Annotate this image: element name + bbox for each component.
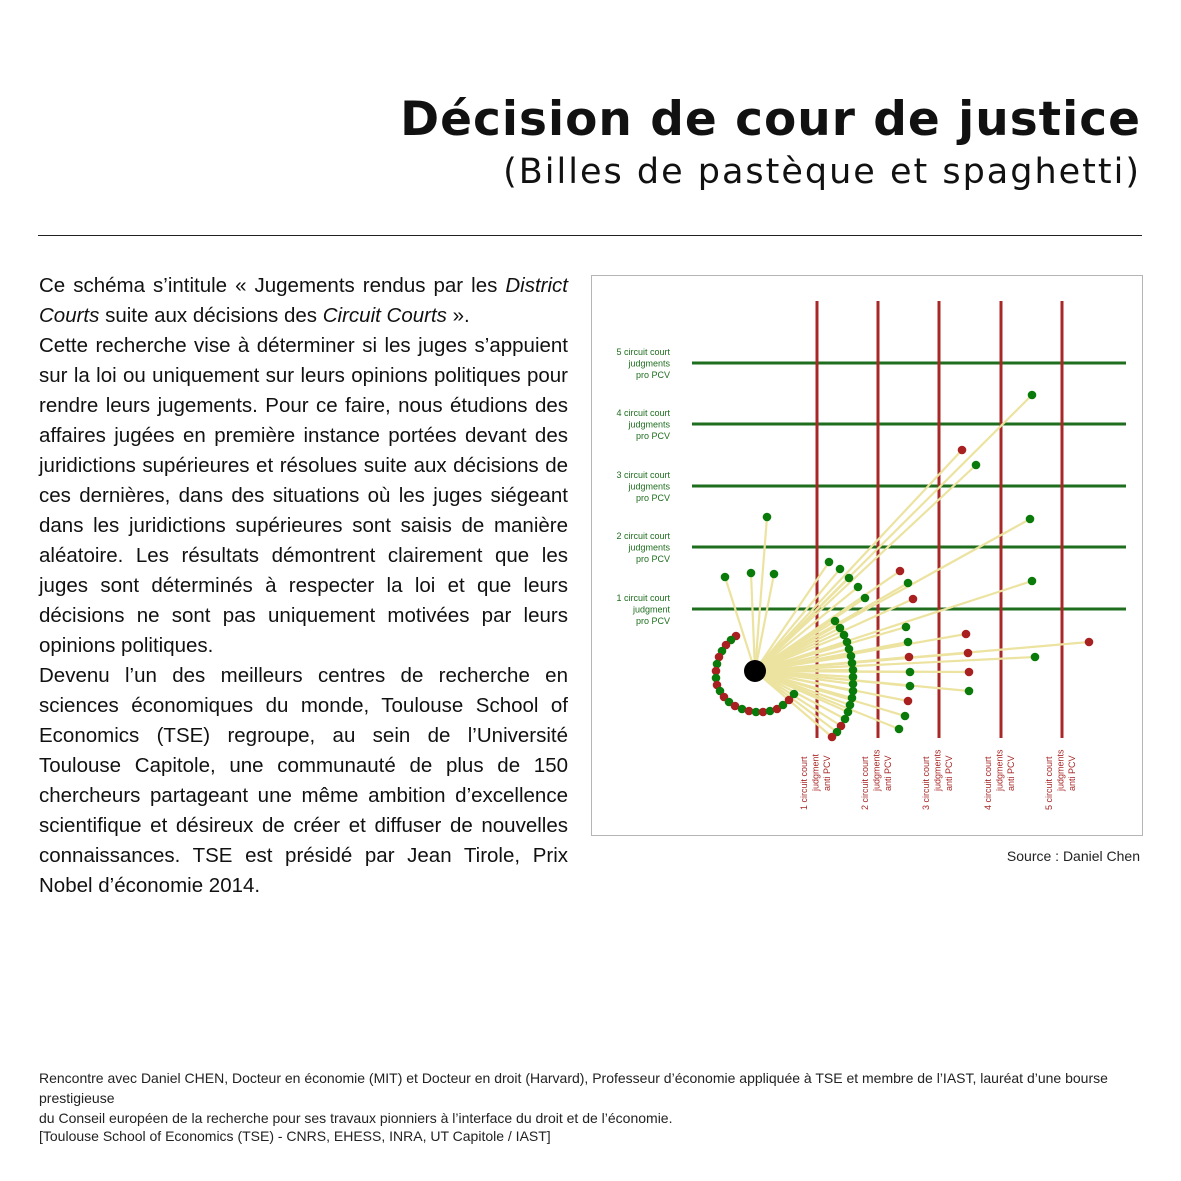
row-label-line: pro PCV [635,616,670,626]
spaghetti-strand [725,577,755,671]
judgments-diagram [592,276,1142,835]
footer-line-2: du Conseil européen de la recherche pour ses travaux pionniers à l’interface du droit et de l’économie. [39,1110,673,1126]
column-label [1044,749,1077,810]
pro-pcv-seed [836,565,845,574]
column-label-line: 2 circuit court [860,756,870,810]
anti-pcv-seed [962,630,971,639]
pro-pcv-seed [854,583,863,592]
pro-pcv-seed [1028,577,1037,586]
column-label-line: judgments [1055,749,1066,791]
pro-pcv-seed [965,687,974,696]
row-label [616,470,670,503]
intro-district-courts: District Courts [39,274,568,327]
column-label-line: 5 circuit court [1044,756,1054,810]
row-label [616,531,670,564]
column-label [799,753,832,810]
pro-pcv-seed [904,579,913,588]
column-label-text [921,749,954,810]
anti-pcv-seed [958,446,967,455]
pro-pcv-seed [1026,515,1035,524]
footer-credit [39,1068,1143,1128]
pro-pcv-seed [825,558,834,567]
center-seed [744,660,766,682]
row-label-line: judgments [628,542,670,553]
column-label [921,749,954,810]
anti-pcv-seed [828,733,837,742]
column-label [983,749,1016,810]
judgments-figure [591,275,1143,836]
spaghetti-strand [751,573,755,671]
column-label [860,749,893,810]
column-label-line: 4 circuit court [983,756,993,810]
row-label-line: judgments [628,419,670,430]
column-label-line: anti PCV [944,755,954,791]
column-label-line: judgments [871,749,882,791]
pro-pcv-seed [906,668,915,677]
pro-pcv-seed [906,682,915,691]
column-label-line: anti PCV [1067,755,1077,791]
pro-pcv-seed [831,617,840,626]
intro-text-2: suite aux décisions des [99,304,323,327]
row-label-line: judgments [628,358,670,369]
pro-pcv-seed [845,574,854,583]
pro-pcv-seed [904,638,913,647]
column-label-line: anti PCV [822,755,832,791]
figure-source: Source : Daniel Chen [1006,848,1140,864]
pro-pcv-seed [972,461,981,470]
row-label-line: 4 circuit court [616,408,670,418]
anti-pcv-seed [904,697,913,706]
spaghetti-strand [755,517,767,671]
tse-paragraph: Devenu l’un des meilleurs centres de recherche en sciences économiques du monde, Toulouse School of Economics (TSE) regroupe, au sein de l’Université Toulouse Capitole, une communauté de plus de 150 chercheurs partageant une même ambition d’excellence scientifique et désireux de créer et diffuser de nouvelles connaissances. TSE est présidé par Jean Tirole, Prix Nobel d’économie 2014. [39,664,568,897]
row-label-line: 1 circuit court [616,593,670,603]
pro-pcv-seed [902,623,911,632]
column-label-text [860,749,893,810]
row-label-line: pro PCV [635,370,670,380]
pro-pcv-seed [721,573,730,582]
footer-affiliation: [Toulouse School of Economics (TSE) - CNRS, EHESS, INRA, UT Capitole / IAST] [39,1128,551,1144]
column-label-text [1044,749,1077,810]
pro-pcv-seed [747,569,756,578]
pro-pcv-seed [1031,653,1040,662]
column-label-line: anti PCV [1006,755,1016,791]
column-label-line: judgments [994,749,1005,791]
row-label-line: pro PCV [635,554,670,564]
column-label-line: anti PCV [883,755,893,791]
pro-pcv-seed [790,690,799,699]
anti-pcv-seed [965,668,974,677]
title-divider [38,235,1142,236]
anti-pcv-seed [909,595,918,604]
row-label-line: judgments [628,481,670,492]
page-subtitle: (Billes de pastèque et spaghetti) [503,152,1141,192]
article-body [39,271,568,901]
spaghetti-strand [755,671,969,672]
anti-pcv-seed [905,653,914,662]
row-label-line: judgment [632,604,670,615]
row-label-line: 5 circuit court [616,347,670,357]
column-label-line: 3 circuit court [921,756,931,810]
column-label-line: judgments [932,749,943,791]
research-paragraph: Cette recherche vise à déterminer si les juges s’appuient sur la loi ou uniquement sur leurs opinions politiques pour rendre leurs jugements. Pour ce faire, nous étudions des affaires jugées en première instance portées devant des juridictions supérieures et résolues suite aux décisions de ces dernières, dans des situations où les juges siégeant dans les juridictions supérieures sont saisis de manière aléatoire. Les résultats démontrent clairement que les juges sont déterminés à respecter la loi et que leurs décisions ne sont pas uniquement motivées par leurs opinions politiques. [39,334,568,657]
pro-pcv-seed [1028,391,1037,400]
anti-pcv-seed [1085,638,1094,647]
anti-pcv-seed [964,649,973,658]
row-label [616,593,670,626]
row-label-line: 3 circuit court [616,470,670,480]
column-label-text [983,749,1016,810]
pro-pcv-seed [901,712,910,721]
pro-pcv-seed [763,513,772,522]
column-label-line: 1 circuit court [799,756,809,810]
footer-line-1: Rencontre avec Daniel CHEN, Docteur en économie (MIT) et Docteur en droit (Harvard), Professeur d’économie appliquée à TSE et membre de l’IAST, lauréat d’une bourse prestigieuse [39,1070,1108,1106]
pro-pcv-seed [770,570,779,579]
row-label [616,408,670,441]
intro-text-1: Ce schéma s’intitule « Jugements rendus par les [39,274,506,297]
intro-paragraph [39,271,568,331]
pro-pcv-seed [895,725,904,734]
intro-circuit-courts: Circuit Courts [322,304,447,327]
row-label-line: pro PCV [635,431,670,441]
pro-pcv-seed [861,594,870,603]
column-label-text [799,753,832,810]
intro-text-3: ». [446,304,470,327]
row-label-line: pro PCV [635,493,670,503]
row-label-line: 2 circuit court [616,531,670,541]
column-label-line: judgment [810,753,821,791]
page-title: Décision de cour de justice [400,92,1141,147]
anti-pcv-seed [896,567,905,576]
row-label [616,347,670,380]
